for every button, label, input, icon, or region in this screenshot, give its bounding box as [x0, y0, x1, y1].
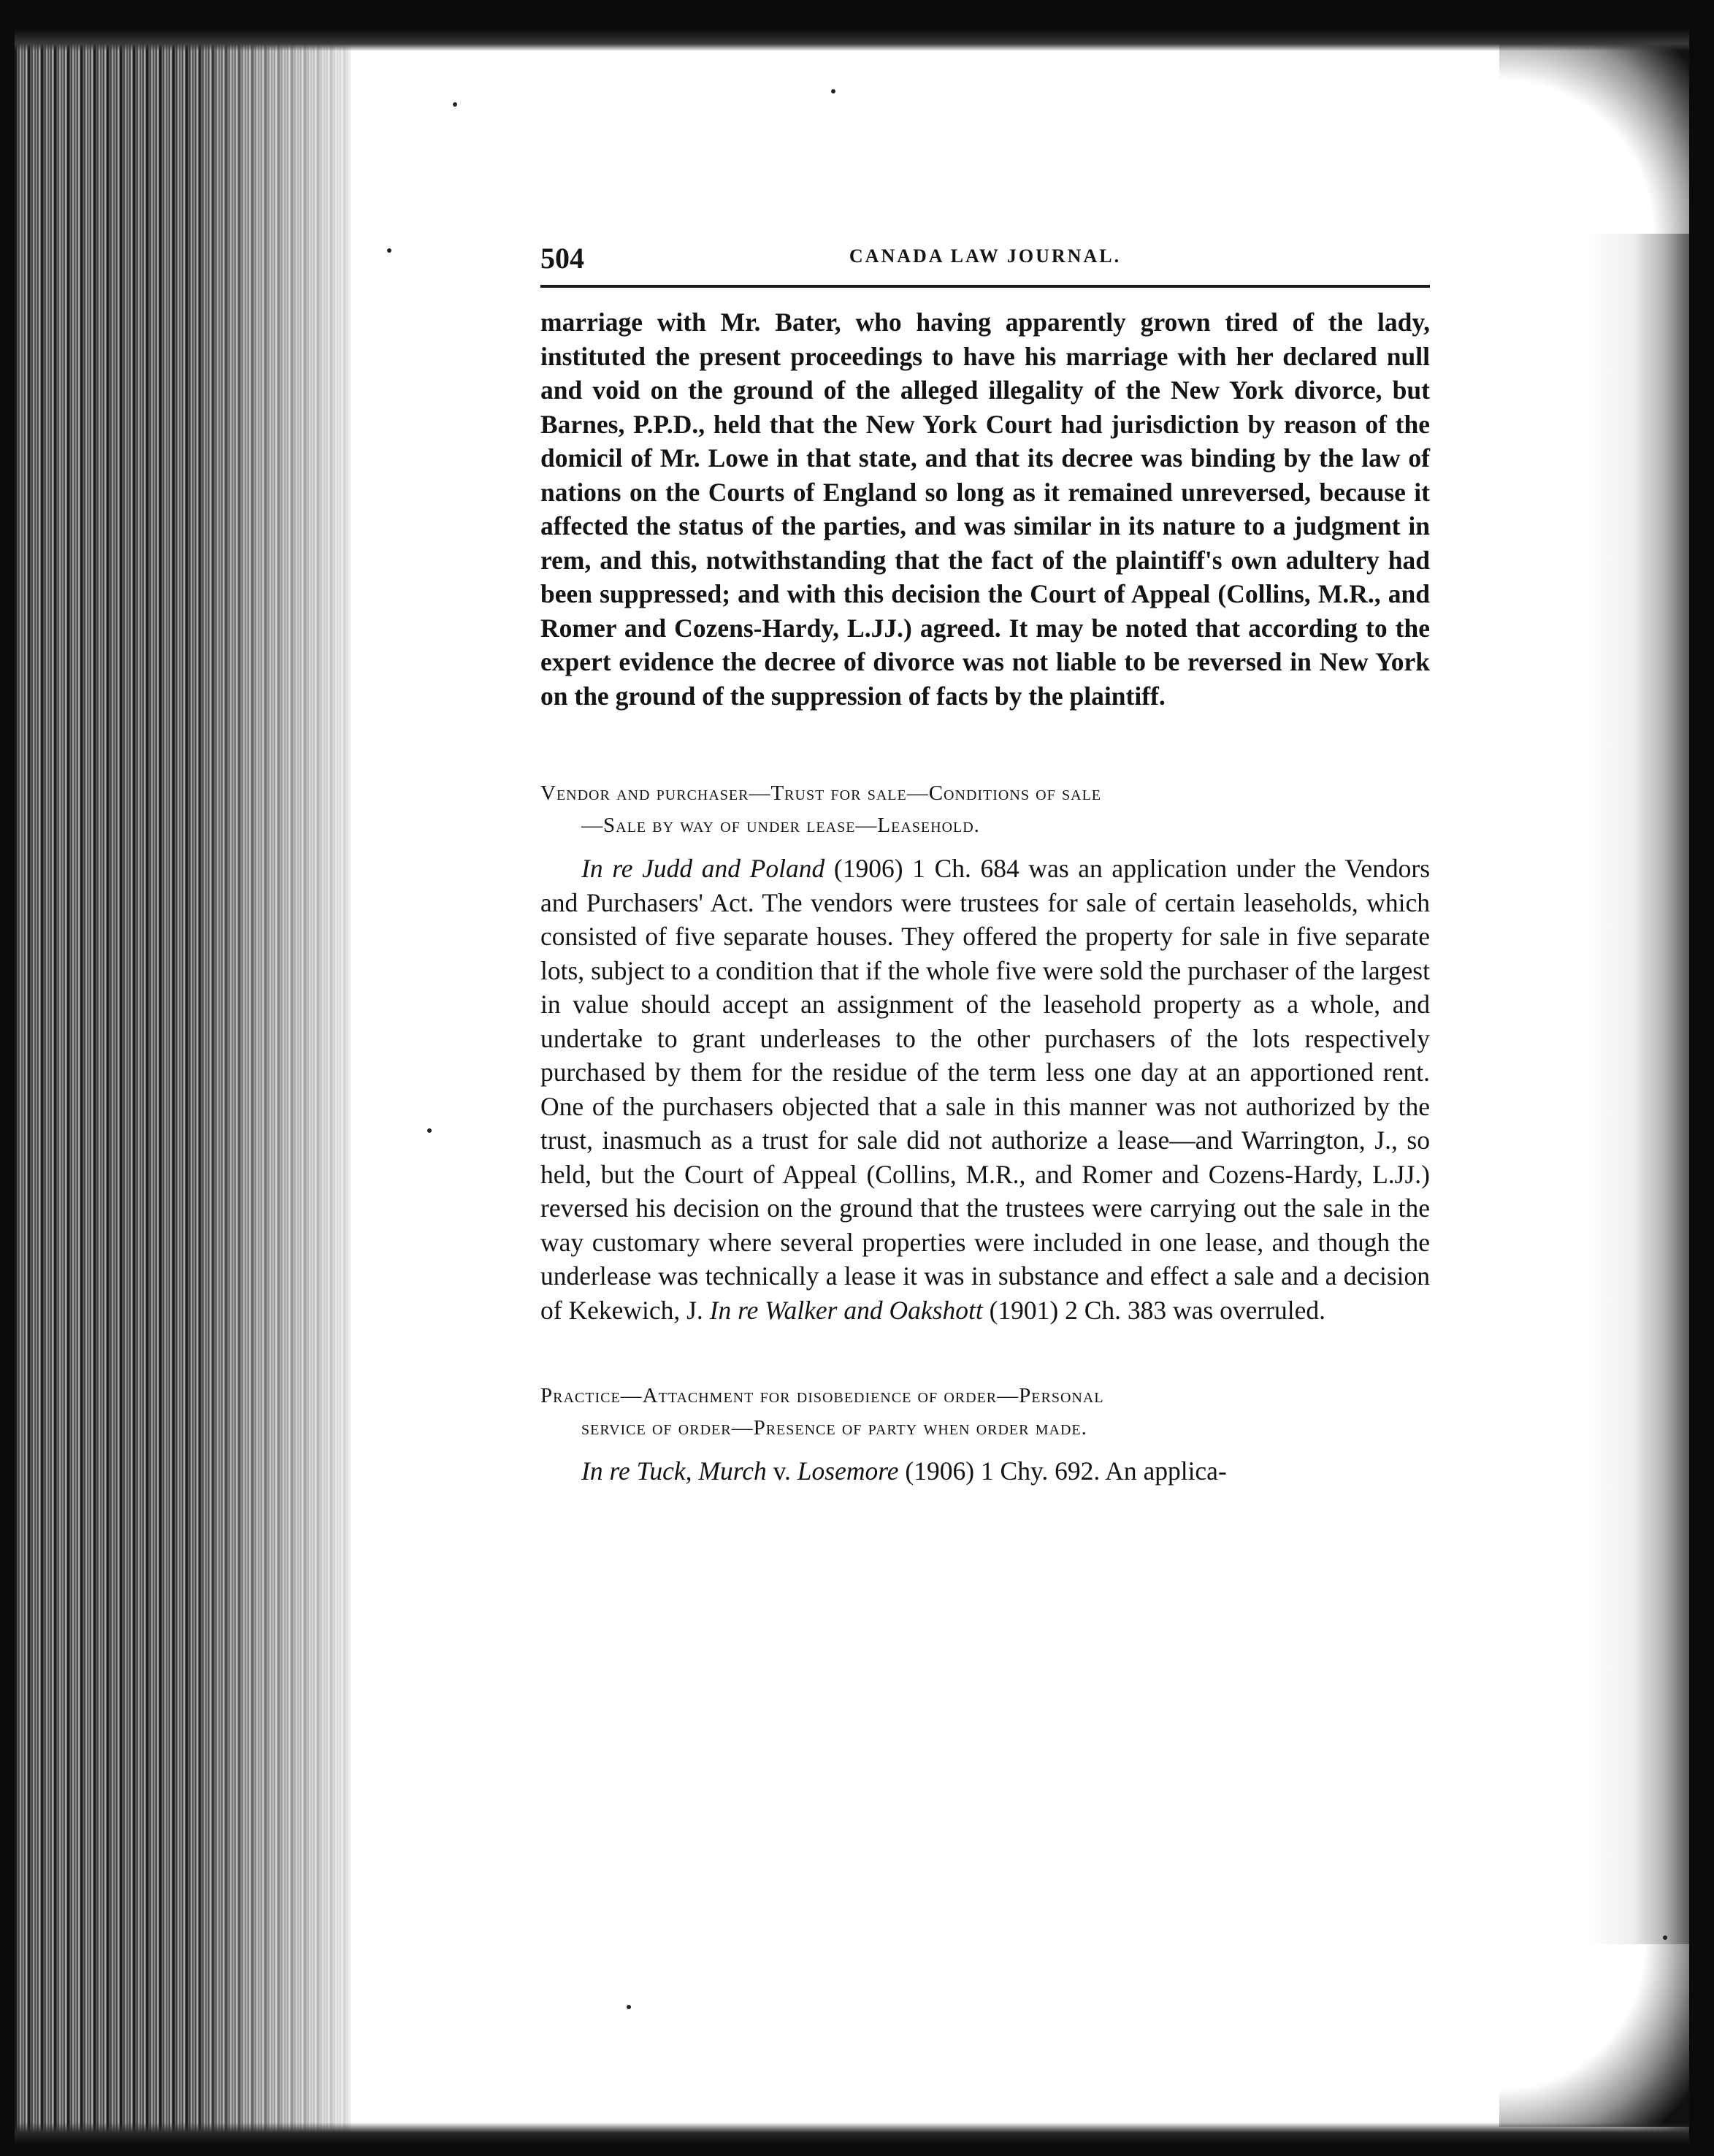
scanner-edge-top	[0, 0, 1714, 51]
case-name: In re Tuck, Murch	[581, 1456, 767, 1486]
heading-line: Practice—Attachment for disobedience of order—Personal	[540, 1384, 1104, 1407]
case-paragraph	[540, 1454, 1430, 1488]
scanner-edge-left	[0, 0, 15, 2156]
case-name: In re Judd and Poland	[581, 854, 825, 883]
section-heading	[540, 1380, 1430, 1444]
paragraph-text: (1901) 2 Ch. 383 was overruled.	[989, 1295, 1325, 1325]
section-heading	[540, 777, 1430, 841]
running-head	[540, 241, 1430, 288]
versus: v.	[773, 1456, 791, 1486]
scanner-edge-right	[1689, 0, 1714, 2156]
page-number: 504	[540, 242, 584, 275]
journal-title: CANADA LAW JOURNAL.	[849, 245, 1122, 267]
scan-speck	[387, 248, 391, 253]
page-corner-top-right	[1499, 29, 1689, 234]
heading-line: service of order—Presence of party when order made.	[581, 1416, 1087, 1440]
paragraph-text-tail: It may be noted that according to the expert evidence the decree of divorce was not liable to be reversed in New York on the ground of the suppression of facts by the plaintiff.	[540, 613, 1430, 711]
case-name: Losemore	[797, 1456, 899, 1486]
page-corner-bottom-right	[1499, 1944, 1689, 2127]
case-name: In re Walker and Oakshott	[709, 1295, 983, 1325]
case-paragraph	[540, 852, 1430, 1327]
scan-speck	[453, 102, 457, 107]
heading-line: —Sale by way of under lease—Leasehold.	[581, 814, 980, 837]
scan-speck	[427, 1128, 432, 1133]
journal-page	[540, 241, 1430, 1488]
heading-line: Vendor and purchaser—Trust for sale—Conditions of sale	[540, 781, 1102, 805]
scan-speck	[831, 89, 835, 93]
scanner-edge-bottom	[0, 2122, 1714, 2156]
paragraph-continued	[540, 305, 1430, 713]
paragraph-text: (1906) 1 Ch. 684 was an application under the Vendors and Purchasers' Act. The vendors were trustees for sale of certain leaseholds, which consisted of five separate houses. They offered the property for sale in five separate lots, subject to a condition that if the whole five were sold the purchaser of the largest in value should accept an assignment of the leasehold property as a whole, and undertake to grant underleases to the other purchasers of the lots respectively purchased by them for the residue of the term less one day at an apportioned rent. One of the purchasers objected that a sale in this manner was not authorized by the trust, inasmuch as a trust for sale did not authorize a lease—and Warrington, J., so held, but the Court of Appeal (Collins, M.R., and Romer and Cozens-Hardy, L.JJ.) reversed his decision on the ground that the trustees were carrying out the sale in the way customary where several properties were included in one lease, and though the underlease was technically a lease it was in substance and effect a sale and a decision of Kekewich, J.	[540, 854, 1431, 1325]
scan-speck	[1663, 1935, 1667, 1940]
binding-shadow	[190, 44, 380, 2133]
scan-speck	[627, 2005, 631, 2009]
paragraph-text: marriage with Mr. Bater, who having apparently grown tired of the lady, instituted the present proceedings to have his marriage with her declared null and void on the ground of the alleged illegality of the New York divorce, but Barnes, P.P.D., held that the New York Court had jurisdiction by reason of the domicil of Mr. Lowe in that state, and that its decree was binding by the law of nations on the Courts of England so long as it remained unreversed, because it affected the status of the parties, and was similar in its nature to a judgment in rem, and this, notwithstanding that the fact of the plaintiff's own adultery had been suppressed; and with this decision the Court of Appeal (Collins, M.R., and Romer and Cozens-Hardy, L.JJ.) agreed.	[540, 307, 1430, 643]
page-curl-shadow	[1587, 44, 1689, 2133]
paragraph-text: (1906) 1 Chy. 692. An applica-	[905, 1456, 1227, 1486]
